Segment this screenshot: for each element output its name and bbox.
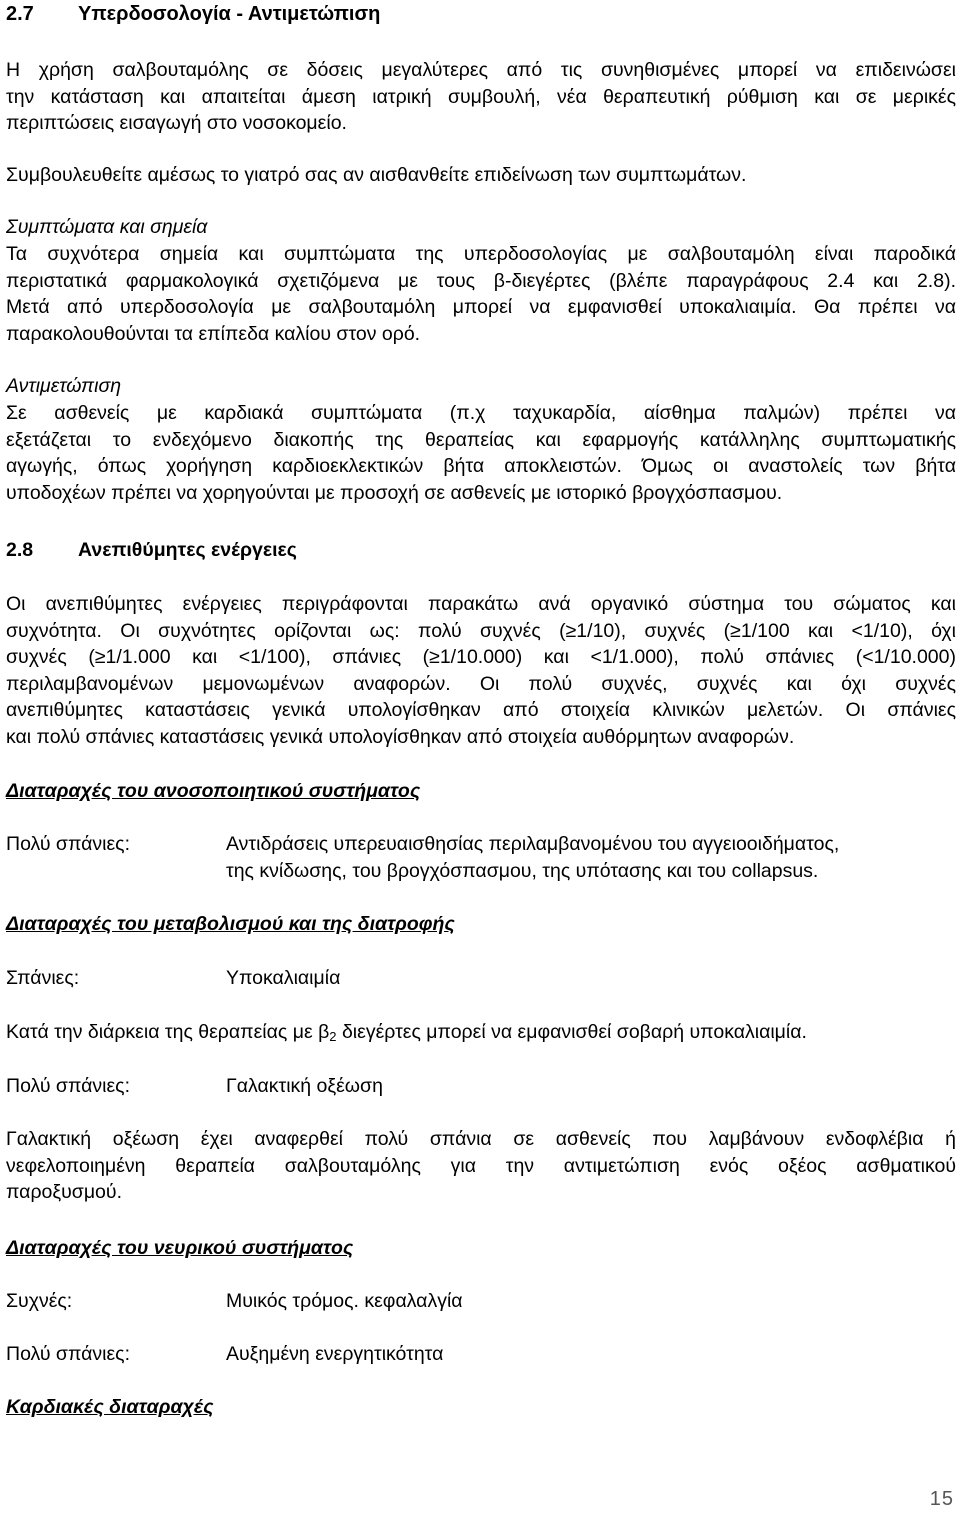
symptoms-heading: Συμπτώματα και σημεία: [6, 216, 208, 238]
text-line: Αντιδράσεις υπερευαισθησίας περιλαμβανομένου του αγγειοοιδήματος,: [226, 833, 840, 855]
section-heading-2-7: [6, 1, 380, 27]
section-title: Ανεπιθύμητες ενέργειες: [78, 539, 297, 561]
text-line: εξετάζεται το ενδεχόμενο διακοπής της θεραπείας και εφαρμογής κατάλληλης συμπτωματικής: [6, 428, 956, 451]
section-title: Υπερδοσολογία - Αντιμετώπιση: [78, 3, 381, 25]
frequency-value: Γαλακτική οξέωση: [226, 1075, 383, 1097]
frequency-label: Συχνές:: [6, 1290, 73, 1312]
treatment-heading: Αντιμετώπιση: [6, 375, 122, 397]
note-text: Κατά την διάρκεια της θεραπείας με β: [6, 1021, 330, 1043]
symptoms-paragraph: [6, 241, 956, 347]
frequency-label: Πολύ σπάνιες:: [6, 1075, 130, 1097]
text-line: Σε ασθενείς με καρδιακά συμπτώματα (π.χ ταχυκαρδία, αίσθημα παλμών) πρέπει να: [6, 402, 956, 424]
text-line: συχνές (≥1/1.000 και <1/100), σπάνιες (≥1/10.000) και <1/1.000), πολύ σπάνιες (<1/10.000): [6, 646, 956, 668]
page-number: 15: [929, 1488, 954, 1510]
nervous-heading: Διαταραχές του νευρικού συστήματος: [6, 1237, 354, 1259]
text-line: και πολύ σπάνιες καταστάσεις γενικά υπολογίσθηκαν από στοιχεία αυθόρμητων αναφορών.: [6, 725, 795, 748]
frequency-label: Πολύ σπάνιες:: [6, 833, 130, 855]
text-line: Οι ανεπιθύμητες ενέργειες περιγράφονται παρακάτω ανά οργανικό σύστημα του σώματος και: [6, 593, 956, 615]
text-line: νεφελοποιημένη θεραπεία σαλβουταμόλης για την αντιμετώπιση ενός οξέος ασθματικού: [6, 1154, 956, 1177]
immune-entry: [6, 831, 956, 891]
text-line: της κνίδωσης, του βρογχόσπασμου, της υπότασης και του collapsus.: [226, 859, 819, 882]
cardiac-heading: Καρδιακές διαταραχές: [6, 1396, 214, 1418]
metabolism-heading: Διαταραχές του μεταβολισμού και της διατροφής: [6, 913, 455, 935]
frequency-value: [226, 831, 956, 884]
section-heading-2-8: [6, 537, 297, 563]
metabolism-note: [6, 1019, 956, 1051]
immune-heading: Διαταραχές του ανοσοποιητικού συστήματος: [6, 780, 421, 802]
text-line: περιλαμβανομένων μεμονωμένων αναφορών. Οι πολύ συχνές, συχνές και όχι συχνές: [6, 672, 956, 695]
text-line: περιπτώσεις εισαγωγή στο νοσοκομείο.: [6, 112, 347, 134]
text-line: παροξυσμού.: [6, 1181, 122, 1203]
text-line: συχνότητα. Οι συχνότητες ορίζονται ως: πολύ συχνές (≥1/10), συχνές (≥1/100 και <1/10), όχι: [6, 619, 956, 642]
text-line: Μετά από υπερδοσολογία με σαλβουταμόλη μπορεί να εμφανισθεί υποκαλιαιμία. Θα πρέπει να: [6, 296, 956, 318]
text-line: Η χρήση σαλβουταμόλης σε δόσεις μεγαλύτερες από τις συνηθισμένες μπορεί να επιδεινώσει: [6, 59, 956, 81]
overdose-paragraph: [6, 57, 956, 137]
text-line: περιστατικά φαρμακολογικά σχετιζόμενα με τους β-διεγέρτες (βλέπε παραγράφους 2.4 και 2.8).: [6, 269, 956, 292]
frequency-label: Πολύ σπάνιες:: [6, 1343, 130, 1365]
frequency-value: Μυικός τρόμος. κεφαλαλγία: [226, 1290, 463, 1312]
text-line: παρακολουθούνται τα επίπεδα καλίου στον ορό.: [6, 322, 421, 345]
treatment-paragraph: [6, 400, 956, 506]
frequency-value: Υποκαλιαιμία: [226, 967, 341, 989]
frequency-intro-paragraph: [6, 591, 956, 750]
text-line: Γαλακτική οξέωση έχει αναφερθεί πολύ σπάνια σε ασθενείς που λαμβάνουν ενδοφλέβια ή: [6, 1128, 956, 1150]
text-line: υποδοχέων πρέπει να χορηγούνται με προσοχή σε ασθενείς με ιστορικό βρογχόσπασμου.: [6, 481, 783, 504]
section-number: 2.7: [6, 3, 34, 25]
note-text: διεγέρτες μπορεί να εμφανισθεί σοβαρή υποκαλιαιμία.: [336, 1021, 807, 1043]
subscript: 2: [329, 1029, 337, 1044]
lactic-acidosis-paragraph: [6, 1126, 956, 1206]
advice-paragraph: Συμβουλευθείτε αμέσως το γιατρό σας αν αισθανθείτε επιδείνωση των συμπτωμάτων.: [6, 164, 747, 186]
text-line: αγωγής, όπως χορήγηση καρδιοεκλεκτικών βήτα αποκλειστών. Όμως οι αναστολείς των βήτα: [6, 455, 956, 477]
text-line: ανεπιθύμητες καταστάσεις γενικά υπολογίσθηκαν από στοιχεία κλινικών μελετών. Οι σπάνιες: [6, 699, 956, 721]
text-line: την κατάσταση και απαιτείται άμεση ιατρική συμβουλή, νέα θεραπευτική ρύθμιση και σε μερικές: [6, 85, 956, 108]
text-line: Τα συχνότερα σημεία και συμπτώματα της υπερδοσολογίας με σαλβουταμόλη είναι παροδικά: [6, 243, 956, 265]
frequency-label: Σπάνιες:: [6, 967, 80, 989]
frequency-value: Αυξημένη ενεργητικότητα: [226, 1343, 444, 1365]
section-number: 2.8: [6, 539, 34, 561]
